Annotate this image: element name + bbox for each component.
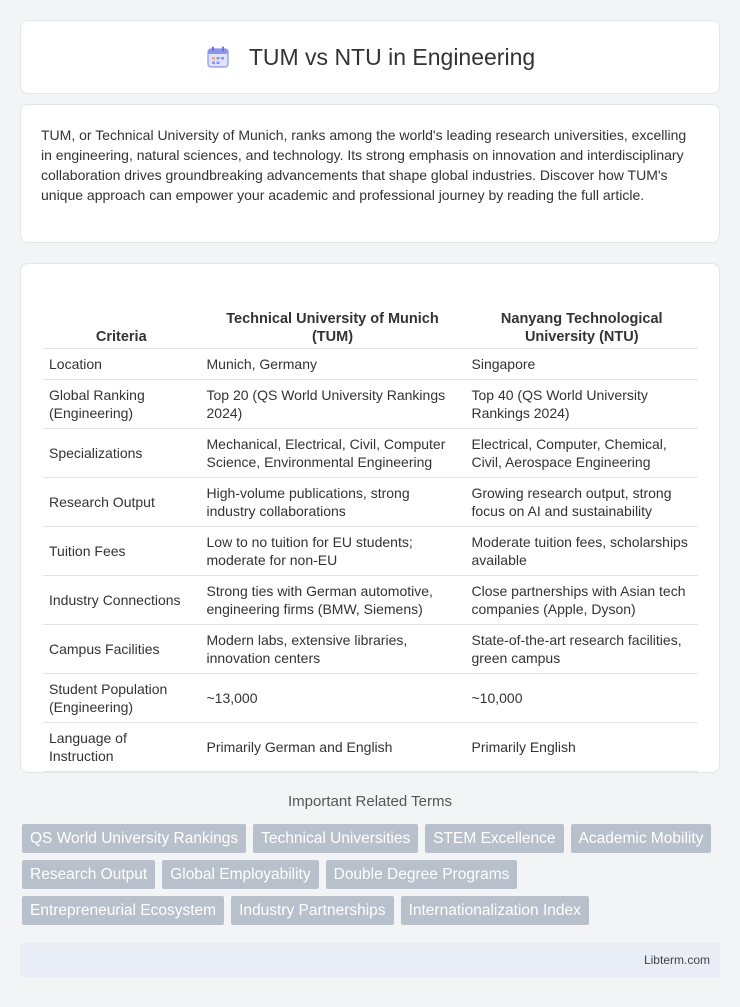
- calendar-icon: [205, 44, 231, 70]
- page-title: TUM vs NTU in Engineering: [248, 43, 536, 70]
- intro-text: TUM, or Technical University of Munich, ranks among the world's leading research universities, excelling in engineering, natural sciences, and technology. Its strong emphasis on innovation and interdisciplinary collaboration drives groundbreaking advancements that shape global industries. Discover how TUM's unique approach can empower your academic and professional journey by reading the full article.: [41, 127, 687, 203]
- row-tum: Top 20 (QS World University Rankings 2024): [200, 379, 465, 428]
- table-row: [43, 348, 698, 379]
- row-ntu: Electrical, Computer, Chemical, Civil, Aerospace Engineering: [465, 428, 698, 477]
- row-criteria: Global Ranking (Engineering): [43, 379, 200, 428]
- table-row: [43, 379, 698, 428]
- row-tum: High-volume publications, strong industry collaborations: [200, 477, 465, 526]
- header-tum: Technical University of Munich (TUM): [200, 284, 465, 348]
- row-tum: Modern labs, extensive libraries, innovation centers: [200, 624, 465, 673]
- related-term-tag[interactable]: Internationalization Index: [401, 896, 589, 925]
- related-term-tag[interactable]: Academic Mobility: [571, 824, 712, 853]
- row-tum: Primarily German and English: [200, 722, 465, 771]
- row-criteria: Language of Instruction: [43, 722, 200, 771]
- related-terms-title: Important Related Terms: [288, 793, 452, 810]
- header-ntu: Nanyang Technological University (NTU): [465, 284, 698, 348]
- table-row: [43, 673, 698, 722]
- row-criteria: Research Output: [43, 477, 200, 526]
- row-ntu: Moderate tuition fees, scholarships available: [465, 526, 698, 575]
- row-criteria: Location: [43, 348, 200, 379]
- row-ntu: Close partnerships with Asian tech companies (Apple, Dyson): [465, 575, 698, 624]
- table-row: [43, 722, 698, 771]
- row-criteria: Student Population (Engineering): [43, 673, 200, 722]
- row-tum: Low to no tuition for EU students; moderate for non-EU: [200, 526, 465, 575]
- related-term-tag[interactable]: QS World University Rankings: [22, 824, 246, 853]
- row-ntu: State-of-the-art research facilities, green campus: [465, 624, 698, 673]
- table-row: [43, 575, 698, 624]
- related-term-tag[interactable]: STEM Excellence: [425, 824, 563, 853]
- comparison-table-card: [20, 263, 720, 773]
- table-row: [43, 428, 698, 477]
- row-ntu: Singapore: [465, 348, 698, 379]
- row-tum: Strong ties with German automotive, engineering firms (BMW, Siemens): [200, 575, 465, 624]
- row-ntu: Primarily English: [465, 722, 698, 771]
- row-ntu: Growing research output, strong focus on AI and sustainability: [465, 477, 698, 526]
- intro-card: [20, 104, 720, 243]
- comparison-table: [43, 284, 698, 772]
- title-card: [20, 20, 720, 94]
- row-ntu: ~10,000: [465, 673, 698, 722]
- row-criteria: Campus Facilities: [43, 624, 200, 673]
- related-term-tag[interactable]: Double Degree Programs: [326, 860, 518, 889]
- footer-site-link[interactable]: Libterm.com: [643, 953, 710, 967]
- footer: [20, 943, 720, 977]
- row-ntu: Top 40 (QS World University Rankings 2024): [465, 379, 698, 428]
- related-term-tag[interactable]: Industry Partnerships: [231, 896, 393, 925]
- related-terms-list: [22, 824, 722, 925]
- related-term-tag[interactable]: Entrepreneurial Ecosystem: [22, 896, 224, 925]
- row-criteria: Industry Connections: [43, 575, 200, 624]
- row-tum: ~13,000: [200, 673, 465, 722]
- related-term-tag[interactable]: Global Employability: [162, 860, 318, 889]
- row-criteria: Specializations: [43, 428, 200, 477]
- table-row: [43, 526, 698, 575]
- table-header-row: [43, 284, 698, 348]
- related-term-tag[interactable]: Research Output: [22, 860, 155, 889]
- header-criteria: Criteria: [43, 284, 200, 348]
- table-row: [43, 477, 698, 526]
- row-tum: Mechanical, Electrical, Civil, Computer Science, Environmental Engineering: [200, 428, 465, 477]
- row-criteria: Tuition Fees: [43, 526, 200, 575]
- related-term-tag[interactable]: Technical Universities: [253, 824, 418, 853]
- table-row: [43, 624, 698, 673]
- row-tum: Munich, Germany: [200, 348, 465, 379]
